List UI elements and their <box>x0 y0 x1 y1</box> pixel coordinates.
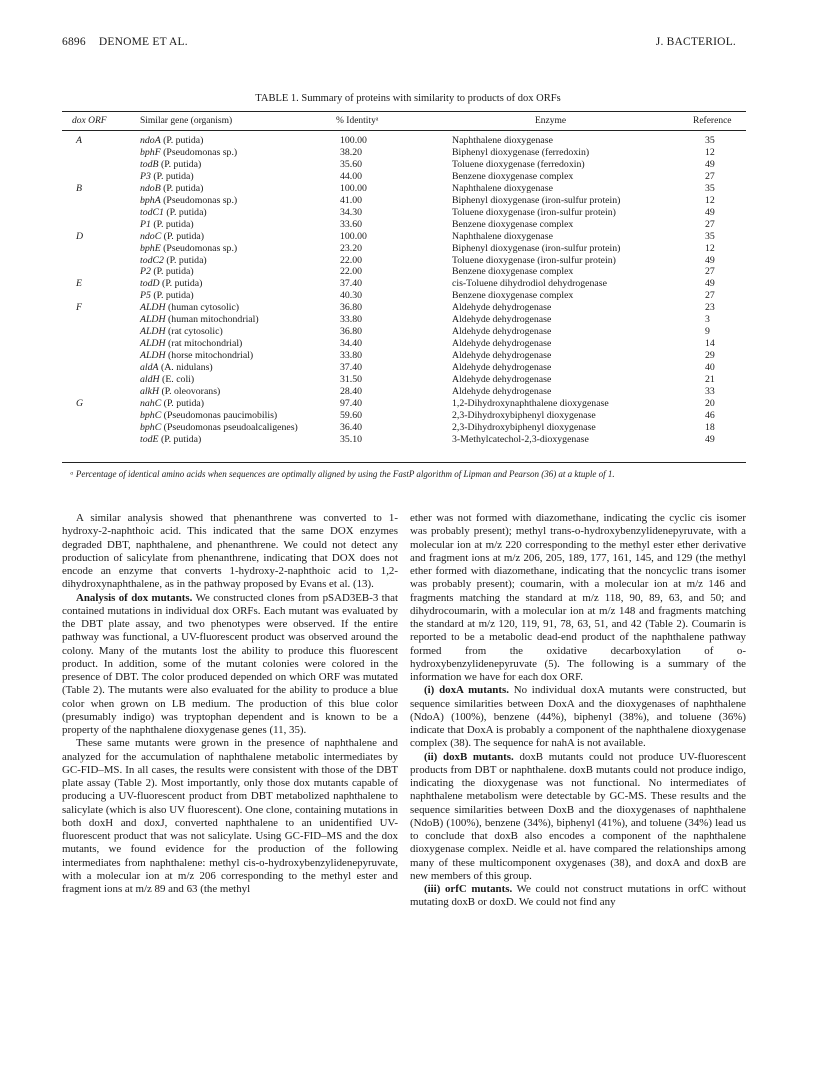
table-row <box>62 290 746 302</box>
table-row <box>62 410 746 422</box>
reference-cell: 46 <box>705 409 715 421</box>
organism: (P. putida) <box>160 135 204 146</box>
gene-cell <box>140 290 194 302</box>
enzyme-cell: Biphenyl dioxygenase (iron-sulfur protein) <box>452 194 621 206</box>
gene-name: ALDH <box>140 350 166 362</box>
reference-cell: 49 <box>705 254 715 266</box>
enzyme-cell: Aldehyde dehydrogenase <box>452 314 552 326</box>
table-row <box>62 147 746 159</box>
gene-name: bphC <box>140 409 162 421</box>
gene-cell <box>140 362 213 374</box>
reference-cell: 27 <box>705 290 715 302</box>
organism: (P. putida) <box>158 158 202 170</box>
reference-cell: 35 <box>705 230 715 242</box>
identity-cell: 33.80 <box>340 314 363 326</box>
gene-cell <box>140 266 194 278</box>
gene-name: P1 <box>140 218 151 230</box>
gene-cell <box>140 171 194 183</box>
enzyme-cell: cis-Toluene dihydrodiol dehydrogenase <box>452 278 607 290</box>
organism: (rat cytosolic) <box>165 326 223 338</box>
gene-name: ndoA <box>140 135 161 146</box>
reference-cell: 27 <box>705 218 715 230</box>
identity-cell: 38.20 <box>340 146 363 158</box>
gene-name: todB <box>140 158 159 170</box>
gene-name: todE <box>140 433 159 445</box>
organism: (P. putida) <box>163 206 207 218</box>
enzyme-cell: 2,3-Dihydroxybiphenyl dioxygenase <box>452 409 596 421</box>
table-header-rule <box>62 130 746 131</box>
gene-cell <box>140 219 194 231</box>
gene-cell <box>140 147 237 159</box>
identity-cell: 33.60 <box>340 218 363 230</box>
reference-cell: 20 <box>705 397 715 409</box>
gene-name: ndoB <box>140 182 161 194</box>
organism: (P. putida) <box>159 278 203 290</box>
identity-cell: 100.00 <box>340 230 367 242</box>
gene-cell <box>140 207 207 219</box>
identity-cell: 41.00 <box>340 194 363 206</box>
organism: (horse mitochondrial) <box>165 350 254 362</box>
identity-cell: 36.80 <box>340 302 363 314</box>
table-row <box>62 171 746 183</box>
paragraph: (ii) doxB mutants. doxB mutants could not produce UV-fluorescent products from DBT or naphthalene. doxB mutants could not produce indigo, indicating the dioxygenase was not functional. No intermediates of naphthalene metabolism were detectable by GC-MS. These results and the sequence similarities between DoxB and the dioxygenases of naphthalene (NdoB) (100%), benzene (34%), biphenyl (41%), and toluene (34%) lead us to conclude that doxB also encodes a component of the naphthalene dioxygenase complex. Neidle et al. have compared the relationships among many of these multicomponent oxygenases (38), and doxA and doxB are new members of this group. <box>410 750 746 882</box>
reference-cell: 49 <box>705 433 715 445</box>
paragraph: Analysis of dox mutants. We constructed clones from pSAD3EB-3 that contained mutations in individual dox ORFs. Each mutant was evaluated by the DBT plate assay, and two phenotypes were observed. If the entire pathway was functional, a UV-fluorescent product was observed around the colony. Many of the mutants lost the ability to produce this fluorescent product. In addition, some of the mutant colonies were colored in the presence of DBT. The color produced depended on which ORF was mutated (Table 2). The mutants were also evaluated for the ability to produce a blue color when grown on LB medium. The production of this blue color (presumably indigo) was tryptophan dependent and is known to be a property of the naphthalene dioxygenase genes (11, 35). <box>62 591 398 736</box>
table-row <box>62 135 746 147</box>
paragraph: A similar analysis showed that phenanthrene was converted to 1-hydroxy-2-naphthoic acid. This indicated that the same DOX enzymes degraded DBT, naphthalene, and phenanthrene. We could not detect any production of salicylate from phenanthrene, indicating that DOX does not encode an enzyme that converts 1-hydroxy-2-naphthoic acid to 1,2-dihydroxynaphthalene, as in the pathway proposed by Evans et al. (13). <box>62 512 398 591</box>
organism: (P. putida) <box>150 290 194 302</box>
enzyme-cell: Aldehyde dehydrogenase <box>452 338 552 350</box>
enzyme-cell: Aldehyde dehydrogenase <box>452 350 552 362</box>
gene-cell <box>140 302 239 314</box>
reference-cell: 12 <box>705 146 715 158</box>
enzyme-cell: Toluene dioxygenase (iron-sulfur protein) <box>452 206 616 218</box>
organism: (P. oleovorans) <box>159 385 221 397</box>
gene-name: ALDH <box>140 302 166 314</box>
gene-cell <box>140 410 277 422</box>
enzyme-cell: 2,3-Dihydroxybiphenyl dioxygenase <box>452 421 596 433</box>
col-header-orf: dox ORF <box>72 116 107 126</box>
organism: (P. putida) <box>160 182 204 194</box>
identity-cell: 36.80 <box>340 326 363 338</box>
body-column-left <box>62 512 398 896</box>
identity-cell: 37.40 <box>340 362 363 374</box>
table-caption: TABLE 1. Summary of proteins with similarity to products of dox ORFs <box>255 93 561 104</box>
table-row <box>62 266 746 278</box>
organism: (human mitochondrial) <box>165 314 259 326</box>
gene-name: ALDH <box>140 338 166 350</box>
reference-cell: 21 <box>705 374 715 385</box>
table-row <box>62 314 746 326</box>
enzyme-cell: Aldehyde dehydrogenase <box>452 302 552 314</box>
gene-name: ALDH <box>140 314 166 326</box>
paragraph: ether was not formed with diazomethane, indicating the cyclic cis isomer was probably present); methyl trans-o-hydroxybenzylidenepyruvate, with a molecular ion at m/z 220 corresponding to the methyl ester ether derivative and fragment ions at m/z 206, 205, 189, 177, 161, 145, and 129 (the methyl ether formed with diazomethane, indicating that the noncyclic trans isomer was probably present); coumarin, with a molecular ion at m/z 146 and fragments matching the standard at m/z 118, 90, 89, 63, and 50; and dihydrocoumarin, with a molecular ion at m/z 148 and fragments matching the standard at m/z 120, 119, 91, 78, 63, 51, and 42 (Table 2). Coumarin is reported to be a metabolic dead-end product of the naphthalene pathway formed from the oxidative decarboxylation of o-hydroxybenzylidenepyruvate (5). The following is a summary of the information we have for each dox ORF. <box>410 512 746 683</box>
gene-name: alkH <box>140 385 160 397</box>
enzyme-cell: Benzene dioxygenase complex <box>452 170 574 182</box>
identity-cell: 35.60 <box>340 158 363 170</box>
gene-cell <box>140 231 204 243</box>
organism: (P. putida) <box>158 433 202 445</box>
enzyme-cell: Benzene dioxygenase complex <box>452 290 574 302</box>
reference-cell: 9 <box>705 326 710 338</box>
col-header-gene: Similar gene (organism) <box>140 116 233 126</box>
table-top-rule <box>62 111 746 112</box>
orf-cell: E <box>76 278 82 290</box>
table-footnote: ᵃ Percentage of identical amino acids when sequences are optimally aligned by using the FastP algorithm of Lipman and Pearson (36) at a ktuple of 1. <box>70 469 615 479</box>
enzyme-cell: 3-Methylcatechol-2,3-dioxygenase <box>452 433 589 445</box>
gene-name: ALDH <box>140 326 166 338</box>
enzyme-cell: Naphthalene dioxygenase <box>452 135 553 146</box>
reference-cell: 35 <box>705 182 715 194</box>
identity-cell: 33.80 <box>340 350 363 362</box>
organism: (Pseudomonas sp.) <box>160 194 238 206</box>
gene-name: nahC <box>140 397 162 409</box>
paragraph: These same mutants were grown in the presence of naphthalene and analyzed for the accumulation of naphthalene metabolic intermediates by GC-FID–MS. In all cases, the results were consistent with those of the DBT plate assay (Table 2). Most importantly, only those dox mutants capable of producing a UV-fluorescent product from DBT metabolized naphthalene to salicylate (which is also UV fluorescent). One clone, containing mutations in both doxH and doxJ, converted naphthalene to an unidentified UV-fluorescent product that was not salicylate. Using GC-FID–MS and the dox mutants, we found evidence for the production of the following intermediates from naphthalene: methyl cis-o-hydroxybenzylidenepyruvate, with a molecular ion at m/z 206 corresponding to the methyl ester and fragment ions at m/z 89 and 63 (the methyl <box>62 737 398 895</box>
enzyme-cell: 1,2-Dihydroxynaphthalene dioxygenase <box>452 397 609 409</box>
organism: (Pseudomonas sp.) <box>160 242 238 254</box>
identity-cell: 59.60 <box>340 409 363 421</box>
identity-cell: 22.00 <box>340 254 363 266</box>
gene-name: bphE <box>140 242 161 254</box>
identity-cell: 34.40 <box>340 338 363 350</box>
table-row <box>62 338 746 350</box>
reference-cell: 12 <box>705 194 715 206</box>
gene-cell <box>140 255 207 267</box>
table-bottom-rule <box>62 462 746 463</box>
table-row <box>62 362 746 374</box>
gene-name: todC1 <box>140 206 164 218</box>
gene-cell <box>140 350 253 362</box>
table-row <box>62 231 746 243</box>
gene-name: todD <box>140 278 160 290</box>
orf-cell: F <box>76 302 82 314</box>
table-row <box>62 434 746 446</box>
table-row <box>62 207 746 219</box>
identity-cell: 35.10 <box>340 433 363 445</box>
gene-name: P3 <box>140 170 151 182</box>
identity-cell: 23.20 <box>340 242 363 254</box>
table-row <box>62 374 746 386</box>
identity-cell: 100.00 <box>340 182 367 194</box>
table-row <box>62 422 746 434</box>
gene-name: bphF <box>140 146 161 158</box>
organism: (P. putida) <box>150 218 194 230</box>
gene-name: aldA <box>140 362 159 374</box>
organism: (Pseudomonas paucimobilis) <box>161 409 278 421</box>
gene-cell <box>140 159 201 171</box>
organism: (human cytosolic) <box>165 302 240 314</box>
reference-cell: 35 <box>705 135 715 146</box>
organism: (P. putida) <box>161 230 204 242</box>
identity-cell: 97.40 <box>340 397 363 409</box>
organism: (P. putida) <box>150 170 194 182</box>
enzyme-cell: Aldehyde dehydrogenase <box>452 362 552 374</box>
enzyme-cell: Naphthalene dioxygenase <box>452 230 553 242</box>
enzyme-cell: Aldehyde dehydrogenase <box>452 326 552 338</box>
gene-cell <box>140 278 202 290</box>
reference-cell: 27 <box>705 266 715 278</box>
running-header-left <box>62 36 188 48</box>
table-row <box>62 386 746 398</box>
organism: (Pseudomonas pseudoalcaligenes) <box>161 421 298 433</box>
reference-cell: 12 <box>705 242 715 254</box>
gene-name: P5 <box>140 290 151 302</box>
journal-name: J. BACTERIOL. <box>655 36 736 48</box>
organism: (P. putida) <box>163 254 207 266</box>
identity-cell: 28.40 <box>340 385 363 397</box>
gene-cell <box>140 398 204 410</box>
orf-cell: G <box>76 397 84 409</box>
identity-cell: 100.00 <box>340 135 367 146</box>
reference-cell: 40 <box>705 362 715 374</box>
organism: (rat mitochondrial) <box>165 338 243 350</box>
organism: (P. putida) <box>150 266 194 278</box>
reference-cell: 49 <box>705 278 715 290</box>
enzyme-cell: Toluene dioxygenase (iron-sulfur protein) <box>452 254 616 266</box>
identity-cell: 40.30 <box>340 290 363 302</box>
gene-cell <box>140 386 220 398</box>
gene-cell <box>140 135 203 147</box>
reference-cell: 18 <box>705 421 715 433</box>
table-row <box>62 278 746 290</box>
reference-cell: 3 <box>705 314 710 326</box>
gene-cell <box>140 374 194 386</box>
gene-cell <box>140 243 237 255</box>
reference-cell: 27 <box>705 170 715 182</box>
identity-cell: 36.40 <box>340 421 363 433</box>
gene-name: bphA <box>140 194 161 206</box>
section-heading: (iii) orfC mutants. <box>424 883 513 895</box>
gene-cell <box>140 183 203 195</box>
gene-name: bphC <box>140 421 162 433</box>
identity-cell: 37.40 <box>340 278 363 290</box>
gene-cell <box>140 434 201 446</box>
table-row <box>62 398 746 410</box>
reference-cell: 49 <box>705 158 715 170</box>
paragraph: (i) doxA mutants. No individual doxA mutants were constructed, but sequence similarities between DoxA and the dioxygenases of naphthalene (NdoA) (100%), benzene (44%), biphenyl (38%), and toluene (36%) indicate that DoxA is probably a component of the naphthalene dioxygenase complex (38). The sequence for nahA is not available. <box>410 684 746 750</box>
table-row <box>62 326 746 338</box>
gene-name: todC2 <box>140 254 164 266</box>
col-header-reference: Reference <box>693 116 732 126</box>
section-heading: (ii) doxB mutants. <box>424 750 514 763</box>
paragraph: (iii) orfC mutants. We could not construct mutations in orfC without mutating doxB or doxD. We could not find any <box>410 883 746 909</box>
gene-cell <box>140 326 223 338</box>
gene-cell <box>140 314 259 326</box>
table-row <box>62 183 746 195</box>
table-row <box>62 219 746 231</box>
enzyme-cell: Aldehyde dehydrogenase <box>452 374 552 385</box>
gene-cell <box>140 338 242 350</box>
enzyme-cell: Toluene dioxygenase (ferredoxin) <box>452 158 585 170</box>
authors: DENOME ET AL. <box>98 36 188 48</box>
gene-name: ndoC <box>140 230 162 242</box>
reference-cell: 33 <box>705 385 715 397</box>
gene-name: P2 <box>140 266 151 278</box>
reference-cell: 29 <box>705 350 715 362</box>
orf-cell: D <box>76 230 84 242</box>
table-row <box>62 195 746 207</box>
reference-cell: 23 <box>705 302 715 314</box>
organism: (A. nidulans) <box>158 362 213 374</box>
enzyme-cell: Benzene dioxygenase complex <box>452 266 574 278</box>
table-row <box>62 255 746 267</box>
gene-cell <box>140 422 298 434</box>
enzyme-cell: Biphenyl dioxygenase (ferredoxin) <box>452 146 590 158</box>
col-header-identity: % Identityᵃ <box>336 116 379 126</box>
page-number: 6896 <box>62 36 86 48</box>
organism: (E. coli) <box>159 374 195 385</box>
reference-cell: 49 <box>705 206 715 218</box>
gene-name: aldH <box>140 374 160 385</box>
enzyme-cell: Aldehyde dehydrogenase <box>452 385 552 397</box>
organism: (Pseudomonas sp.) <box>160 146 238 158</box>
enzyme-cell: Benzene dioxygenase complex <box>452 218 574 230</box>
table-row <box>62 350 746 362</box>
section-heading: (i) doxA mutants. <box>424 684 509 697</box>
reference-cell: 14 <box>705 338 715 350</box>
identity-cell: 31.50 <box>340 374 363 385</box>
col-header-enzyme: Enzyme <box>535 116 567 126</box>
identity-cell: 34.30 <box>340 206 363 218</box>
identity-cell: 22.00 <box>340 266 363 278</box>
table-row <box>62 243 746 255</box>
enzyme-cell: Biphenyl dioxygenase (iron-sulfur protein) <box>452 242 621 254</box>
table-row <box>62 159 746 171</box>
gene-cell <box>140 195 237 207</box>
section-heading: Analysis of dox mutants. <box>76 591 193 604</box>
enzyme-cell: Naphthalene dioxygenase <box>452 182 553 194</box>
identity-cell: 44.00 <box>340 170 363 182</box>
body-column-right <box>410 512 746 910</box>
table-row <box>62 302 746 314</box>
orf-cell: B <box>76 182 82 194</box>
organism: (P. putida) <box>161 397 204 409</box>
orf-cell: A <box>76 135 82 146</box>
